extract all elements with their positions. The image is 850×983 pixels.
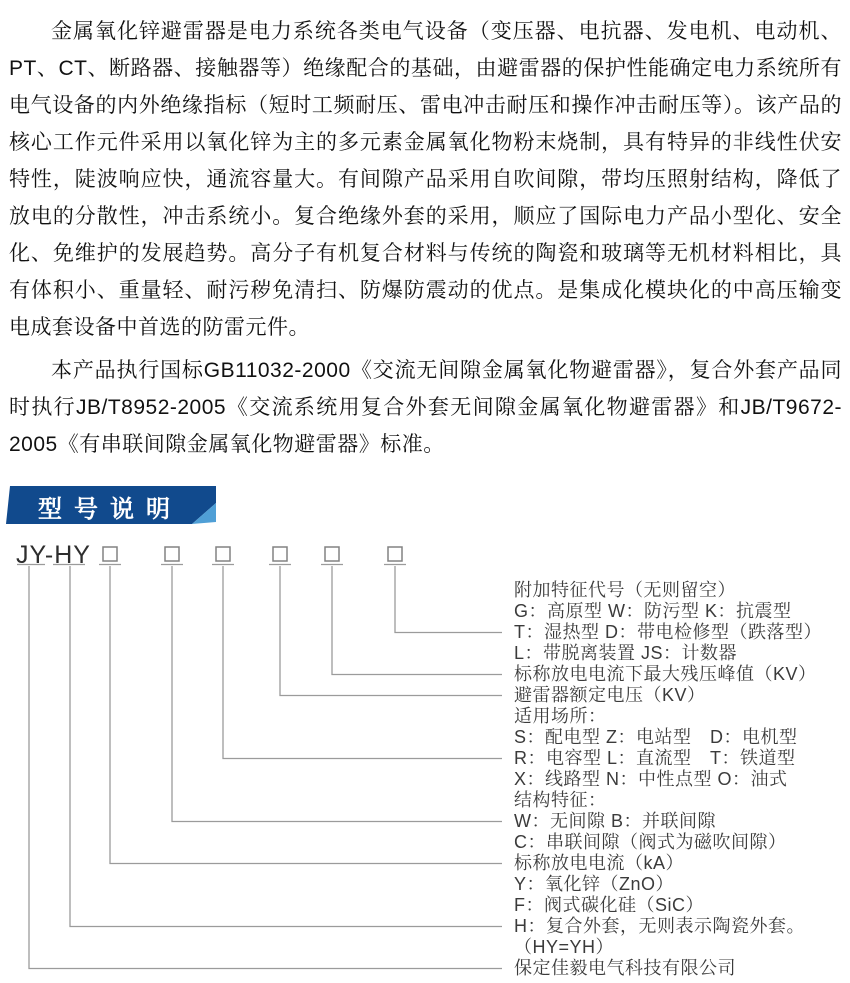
connector-line-box1 (110, 566, 502, 864)
model-label-row-8: S：配电型 Z：电站型 D：电机型 (514, 727, 798, 747)
model-code-box-2 (165, 547, 179, 561)
model-label-row-13: C：串联间隙（阀式为磁吹间隙） (514, 832, 787, 852)
model-label-row-14: 标称放电电流（kA） (514, 853, 685, 873)
intro-paragraph-2: 本产品执行国标GB11032-2000《交流无间隙金属氧化物避雷器》，复合外套产品同时执行JB/T8952-2005《交流系统用复合外套无间隙金属氧化物避雷器》和JB/T9672-2005《有串联间隙金属氧化物避雷器》标准。 (9, 359, 842, 456)
model-label-row-11: 结构特征： (514, 790, 607, 810)
model-code-box-1 (103, 547, 117, 561)
section-banner (0, 480, 240, 530)
intro-section (9, 13, 842, 463)
model-code-box-4 (273, 547, 287, 561)
model-diagram-labels (514, 580, 850, 979)
connector-line-box4 (280, 566, 502, 696)
model-label-row-3: T：湿热型 D：带电检修型（跌落型） (514, 622, 822, 642)
model-label-row-19: 保定佳毅电气科技有限公司 (514, 958, 736, 978)
model-code-box-3 (216, 547, 230, 561)
model-label-row-10: X：线路型 N：中性点型 O：油式 (514, 769, 788, 789)
model-label-row-18: （HY=YH） (514, 937, 615, 957)
intro-paragraph-1: 金属氧化锌避雷器是电力系统各类电气设备（变压器、电抗器、发电机、电动机、PT、CT、断路器、接触器等）绝缘配合的基础，由避雷器的保护性能确定电力系统所有电气设备的内外绝缘指标（短时工频耐压、雷电冲击耐压和操作冲击耐压等）。该产品的核心工作元件采用以氧化锌为主的多元素金属氧化物粉末烧制，具有特异的非线性伏安特性，陡波响应快，通流容量大。有间隙产品采用自吹间隙，带均压照射结构，降低了放电的分散性，冲击系统小。复合绝缘外套的采用，顺应了国际电力产品小型化、安全化、免维护的发展趋势。高分子有机复合材料与传统的陶瓷和玻璃等无机材料相比，具有体积小、重量轻、耐污秽免清扫、防爆防震动的优点。是集成化模块化的中高压输变电成套设备中首选的防雷元件。 (9, 20, 842, 339)
model-label-row-7: 适用场所： (514, 706, 607, 726)
model-label-row-2: G：高原型 W：防污型 K：抗震型 (514, 601, 792, 621)
model-label-row-5: 标称放电电流下最大残压峰值（KV） (514, 664, 817, 684)
model-label-row-9: R：电容型 L：直流型 T：铁道型 (514, 748, 796, 768)
model-label-row-1: 附加特征代号（无则留空） (514, 580, 736, 600)
connector-line-JY (29, 566, 502, 969)
connector-line-box5 (332, 566, 502, 675)
model-label-row-15: Y：氧化锌（ZnO） (514, 874, 675, 894)
model-label-row-17: H：复合外套，无则表示陶瓷外套。 (514, 916, 805, 936)
model-code-box-5 (325, 547, 339, 561)
model-label-row-16: F：阀式碳化硅（SiC） (514, 895, 704, 915)
model-label-row-4: L：带脱离装置 JS：计数器 (514, 643, 738, 663)
connector-line-box6 (395, 566, 502, 633)
model-label-row-6: 避雷器额定电压（KV） (514, 685, 706, 705)
connector-line-HY (70, 566, 502, 927)
model-label-row-12: W：无间隙 B：并联间隙 (514, 811, 716, 831)
section-title: 型号说明 (38, 496, 182, 523)
connector-line-box3 (223, 566, 502, 759)
connector-line-box2 (172, 566, 502, 822)
model-prefix: JY-HY (16, 541, 91, 569)
model-code-box-6 (388, 547, 402, 561)
